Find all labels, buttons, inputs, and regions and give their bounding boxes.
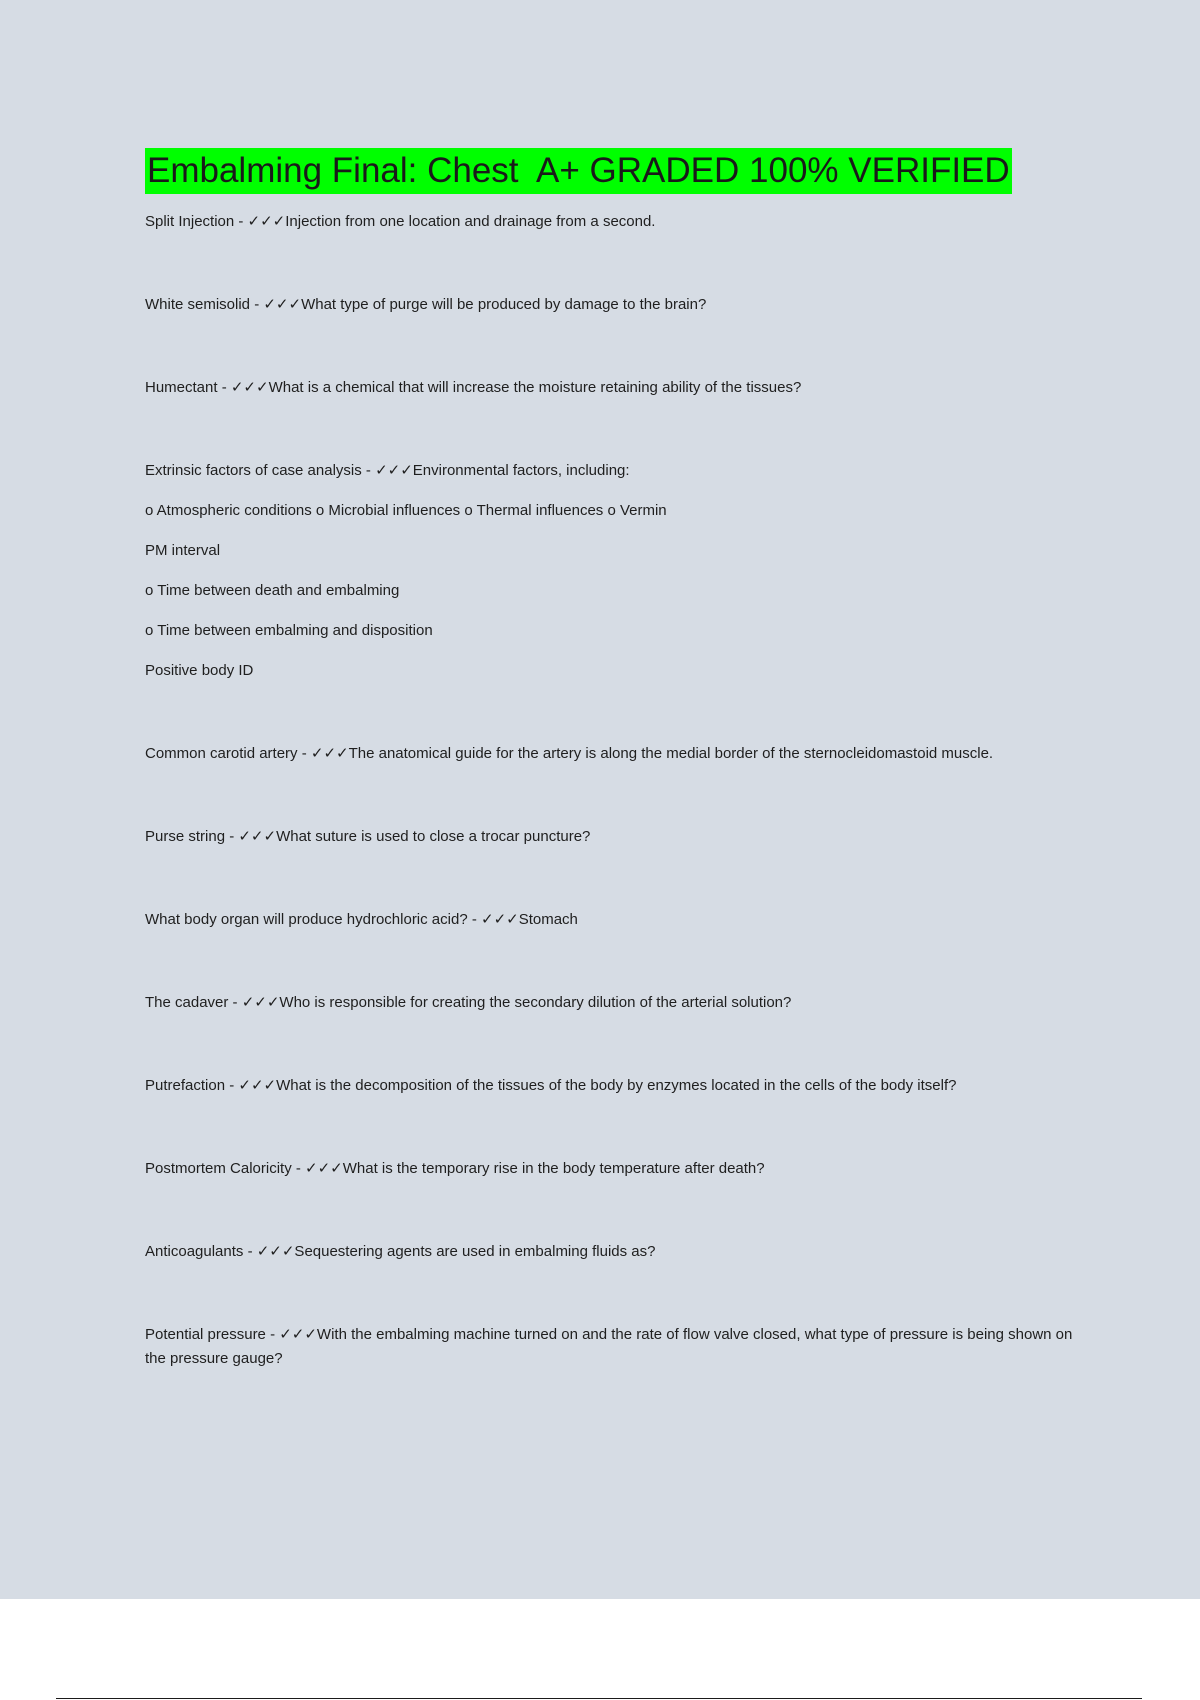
qa-split-injection: Split Injection - ✓✓✓Injection from one location and drainage from a second. [145,213,656,230]
list-item-atmospheric: o Atmospheric conditions o Microbial influences o Thermal influences o Vermin [145,502,667,519]
list-item-pm-interval: PM interval [145,542,221,559]
list-item-death-embalming: o Time between death and embalming [145,582,400,599]
qa-white-semisolid: White semisolid - ✓✓✓What type of purge will be produced by damage to the brain? [145,296,707,313]
qa-hydrochloric-acid: What body organ will produce hydrochloric acid? - ✓✓✓Stomach [145,911,578,928]
footer-divider [56,1698,1142,1699]
document-title: Embalming Final: Chest A+ GRADED 100% VERIFIED [145,148,1012,194]
list-item-positive-body-id: Positive body ID [145,662,254,679]
qa-anticoagulants: Anticoagulants - ✓✓✓Sequestering agents are used in embalming fluids as? [145,1243,656,1260]
document-content [145,148,1075,1371]
qa-putrefaction: Putrefaction - ✓✓✓What is the decomposition of the tissues of the body by enzymes located in the cells of the body itself? [145,1077,957,1094]
qa-postmortem-caloricity: Postmortem Caloricity - ✓✓✓What is the temporary rise in the body temperature after death? [145,1160,765,1177]
qa-common-carotid: Common carotid artery - ✓✓✓The anatomical guide for the artery is along the medial border of the sternocleidomastoid muscle. [145,745,994,762]
qa-cadaver: The cadaver - ✓✓✓Who is responsible for creating the secondary dilution of the arterial solution? [145,994,792,1011]
qa-potential-pressure: Potential pressure - ✓✓✓With the embalming machine turned on and the rate of flow valve closed, what type of pressure is being shown on the pressure gauge? [145,1326,1073,1367]
list-item-embalming-disposition: o Time between embalming and disposition [145,622,433,639]
qa-extrinsic-factors: Extrinsic factors of case analysis - ✓✓✓Environmental factors, including: [145,462,630,479]
qa-purse-string: Purse string - ✓✓✓What suture is used to close a trocar puncture? [145,828,591,845]
qa-humectant: Humectant - ✓✓✓What is a chemical that will increase the moisture retaining ability of the tissues? [145,379,802,396]
